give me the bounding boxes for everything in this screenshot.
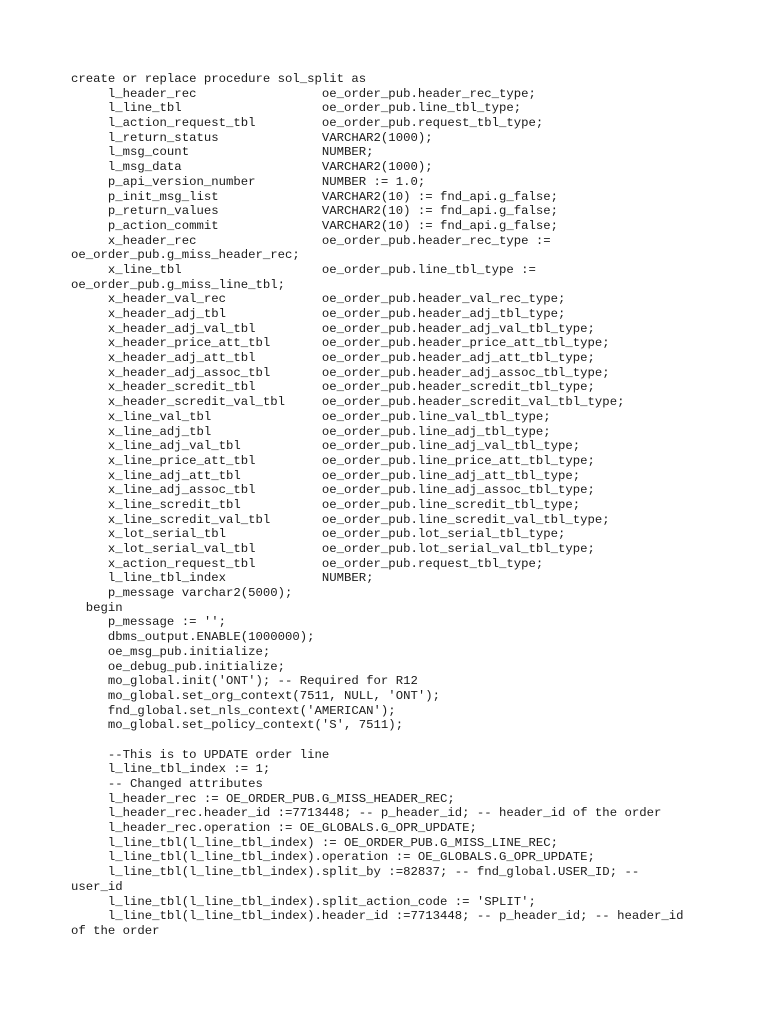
code-line: l_header_rec.operation := OE_GLOBALS.G_OPR_UPDATE;: [71, 821, 477, 836]
code-line: oe_order_pub.g_miss_header_rec;: [71, 248, 300, 263]
code-line: l_line_tbl(l_line_tbl_index).header_id :=7713448; -- p_header_id; -- header_id: [71, 909, 684, 924]
code-line: x_header_price_att_tbl oe_order_pub.header_price_att_tbl_type;: [71, 336, 610, 351]
code-line: l_line_tbl_index := 1;: [71, 762, 271, 777]
code-line: x_line_scredit_val_tbl oe_order_pub.line_scredit_val_tbl_type;: [71, 512, 610, 527]
code-line: l_msg_count NUMBER;: [71, 145, 374, 160]
code-line: x_header_adj_att_tbl oe_order_pub.header_adj_att_tbl_type;: [71, 351, 595, 366]
code-line: p_message := '';: [71, 615, 226, 630]
code-line: x_line_scredit_tbl oe_order_pub.line_scredit_tbl_type;: [71, 497, 581, 512]
code-line: l_header_rec := OE_ORDER_PUB.G_MISS_HEADER_REC;: [71, 791, 455, 806]
code-line: [71, 733, 711, 748]
code-line: x_header_rec oe_order_pub.header_rec_type :=: [71, 233, 551, 248]
code-line: of the order: [71, 923, 160, 938]
code-line: l_header_rec oe_order_pub.header_rec_type;: [71, 86, 536, 101]
code-line: p_api_version_number NUMBER := 1.0;: [71, 174, 426, 189]
code-line: oe_order_pub.g_miss_line_tbl;: [71, 277, 286, 292]
code-line: mo_global.set_org_context(7511, NULL, 'ONT');: [71, 688, 440, 703]
code-line: oe_debug_pub.initialize;: [71, 659, 286, 674]
code-line: l_line_tbl oe_order_pub.line_tbl_type;: [71, 101, 522, 116]
code-line: user_id: [71, 879, 123, 894]
code-line: --This is to UPDATE order line: [71, 747, 330, 762]
code-line: x_header_scredit_tbl oe_order_pub.header_scredit_tbl_type;: [71, 380, 595, 395]
code-line: l_line_tbl(l_line_tbl_index) := OE_ORDER_PUB.G_MISS_LINE_REC;: [71, 835, 559, 850]
code-line: p_return_values VARCHAR2(10) := fnd_api.g_false;: [71, 204, 559, 219]
code-line: p_message varchar2(5000);: [71, 586, 293, 601]
code-line: create or replace procedure sol_split as: [71, 72, 367, 86]
code-line: mo_global.set_policy_context('S', 7511);: [71, 718, 404, 733]
code-line: x_line_val_tbl oe_order_pub.line_val_tbl_type;: [71, 409, 551, 424]
code-line: x_header_adj_val_tbl oe_order_pub.header_adj_val_tbl_type;: [71, 321, 595, 336]
code-line: l_header_rec.header_id :=7713448; -- p_header_id; -- header_id of the order: [71, 806, 662, 821]
code-line: oe_msg_pub.initialize;: [71, 644, 271, 659]
code-line: l_line_tbl(l_line_tbl_index).operation := OE_GLOBALS.G_OPR_UPDATE;: [71, 850, 595, 865]
code-line: l_line_tbl(l_line_tbl_index).split_action_code := 'SPLIT';: [71, 894, 536, 909]
code-line: -- Changed attributes: [71, 777, 263, 791]
code-line: x_line_adj_assoc_tbl oe_order_pub.line_adj_assoc_tbl_type;: [71, 483, 595, 498]
code-line: x_line_price_att_tbl oe_order_pub.line_price_att_tbl_type;: [71, 453, 595, 468]
code-line: fnd_global.set_nls_context('AMERICAN');: [71, 703, 396, 718]
code-line: x_line_adj_val_tbl oe_order_pub.line_adj_val_tbl_type;: [71, 439, 581, 454]
code-line: x_header_adj_assoc_tbl oe_order_pub.header_adj_assoc_tbl_type;: [71, 365, 610, 380]
code-line: x_line_tbl oe_order_pub.line_tbl_type :=: [71, 262, 536, 277]
code-line: l_line_tbl_index NUMBER;: [71, 571, 374, 586]
code-line: x_header_scredit_val_tbl oe_order_pub.header_scredit_val_tbl_type;: [71, 395, 625, 410]
code-line: l_return_status VARCHAR2(1000);: [71, 130, 433, 145]
code-line: x_line_adj_tbl oe_order_pub.line_adj_tbl_type;: [71, 424, 551, 439]
code-line: l_msg_data VARCHAR2(1000);: [71, 160, 433, 175]
code-line: x_action_request_tbl oe_order_pub.request_tbl_type;: [71, 556, 544, 571]
code-line: x_lot_serial_tbl oe_order_pub.lot_serial_tbl_type;: [71, 527, 566, 542]
code-line: x_line_adj_att_tbl oe_order_pub.line_adj_att_tbl_type;: [71, 468, 581, 483]
code-line: x_header_adj_tbl oe_order_pub.header_adj_tbl_type;: [71, 307, 566, 321]
code-line: l_action_request_tbl oe_order_pub.request_tbl_type;: [71, 116, 544, 131]
code-line: l_line_tbl(l_line_tbl_index).split_by :=82837; -- fnd_global.USER_ID; --: [71, 865, 640, 880]
code-line: x_lot_serial_val_tbl oe_order_pub.lot_serial_val_tbl_type;: [71, 542, 595, 556]
code-line: mo_global.init('ONT'); -- Required for R12: [71, 674, 418, 689]
code-line: x_header_val_rec oe_order_pub.header_val_rec_type;: [71, 292, 566, 307]
code-line: p_init_msg_list VARCHAR2(10) := fnd_api.g_false;: [71, 189, 559, 204]
code-line: begin: [71, 600, 123, 615]
code-block: [71, 72, 711, 939]
code-line: dbms_output.ENABLE(1000000);: [71, 630, 315, 645]
code-line: p_action_commit VARCHAR2(10) := fnd_api.g_false;: [71, 218, 559, 233]
